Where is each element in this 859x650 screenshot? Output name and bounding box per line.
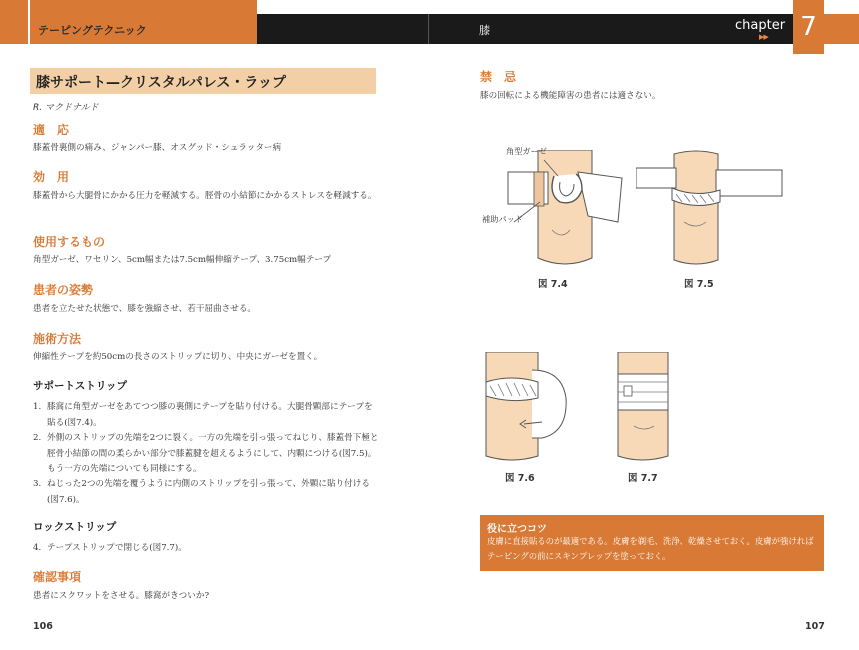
figure-7-6-illustration — [482, 352, 572, 464]
header-right-band — [824, 14, 859, 44]
callout-pad: 補助パッド — [482, 214, 523, 224]
author: R. マクドナルド — [33, 103, 99, 113]
list-item: 3. ねじった2つの先端を覆うように内側のストリップを引っ張って、外顆に貼り付ける(図7.6)。 — [33, 479, 370, 505]
tip-heading: 役に立つコツ — [487, 524, 547, 535]
section-text-indication: 膝蓋骨裏側の痛み、ジャンパー膝、オスグッド・シュラッター病 — [33, 143, 282, 153]
section-text-confirm: 患者にスクワットをさせる。膝窩がきついか? — [33, 591, 210, 601]
tip-text: 皮膚に直接貼るのが最適である。皮膚を剃毛、洗浄、乾燥させておく。皮膚が強ければテーピングの前にスキンプレップを塗っておく。 — [487, 536, 814, 561]
callout-gauze: 角型ガーゼ — [506, 146, 547, 156]
header-left-band — [0, 0, 257, 44]
page-number-left: 106 — [33, 621, 53, 632]
chapter-arrows-icon: ▶▶ — [759, 33, 768, 41]
section-text-contraindication: 膝の回転による機能障害の患者には適さない。 — [480, 91, 661, 101]
section-text-effect: 膝蓋骨から大腿骨にかかる圧力を軽減する。脛骨の小結節にかかるストレスを軽減する。 — [33, 191, 377, 201]
figure-7-7-illustration — [614, 352, 674, 464]
subheading-support-strip: サポートストリップ — [33, 380, 127, 392]
page-number-right: 107 — [805, 621, 825, 632]
figure-caption-7-4: 図 7.4 — [538, 279, 568, 290]
header-dark-band — [257, 14, 793, 44]
header-divider — [28, 0, 30, 44]
chapter-number: 7 — [793, 0, 824, 54]
header-divider — [428, 14, 429, 44]
figure-7-5-illustration — [636, 150, 786, 272]
figure-caption-7-6: 図 7.6 — [505, 473, 535, 484]
section-heading-materials: 使用するもの — [33, 235, 106, 249]
section-heading-contraindication: 禁 忌 — [480, 70, 517, 84]
chapter-label: chapter — [735, 18, 786, 33]
section-title: 膝 — [479, 24, 490, 37]
article-title: 膝サポート—クリスタルパレス・ラップ — [36, 75, 287, 91]
figure-7-4-illustration — [500, 150, 640, 272]
section-text-position: 患者を立たせた状態で、膝を強縮させ、若干屈曲させる。 — [33, 304, 257, 314]
subheading-lock-strip: ロックストリップ — [33, 521, 117, 533]
section-text-materials: 角型ガーゼ、ワセリン、5cm幅または7.5cm幅伸縮テープ、3.75cm幅テープ — [33, 255, 332, 265]
section-heading-confirm: 確認事項 — [33, 570, 82, 584]
figure-caption-7-5: 図 7.5 — [684, 279, 714, 290]
section-heading-method: 施術方法 — [33, 332, 82, 346]
book-title: テーピングテクニック — [38, 24, 147, 37]
list-item: 2. 外側のストリップの先端を2つに裂く。一方の先端を引っ張ってねじり、膝蓋骨下極と脛骨小結節の間の柔らかい部分で膝蓋腱を超えるようにして、内顆につける(図7.5)。もう一方の先端についても同様にする。 — [33, 433, 379, 474]
section-heading-effect: 効 用 — [33, 170, 70, 184]
section-heading-position: 患者の姿勢 — [33, 283, 94, 297]
tip-box — [480, 515, 824, 571]
section-text-method: 伸縮性テープを約50cmの長さのストリップに切り、中央にガーゼを置く。 — [33, 352, 323, 362]
article-title-box — [30, 68, 376, 94]
list-item: 4. テープストリップで閉じる(図7.7)。 — [33, 543, 187, 553]
list-item: 1. 膝窩に角型ガーゼをあてつつ膝の裏側にテープを貼り付ける。大腿骨顆部にテープを貼る(図7.4)。 — [33, 402, 373, 428]
section-heading-indication: 適 応 — [33, 123, 70, 137]
figure-caption-7-7: 図 7.7 — [628, 473, 658, 484]
